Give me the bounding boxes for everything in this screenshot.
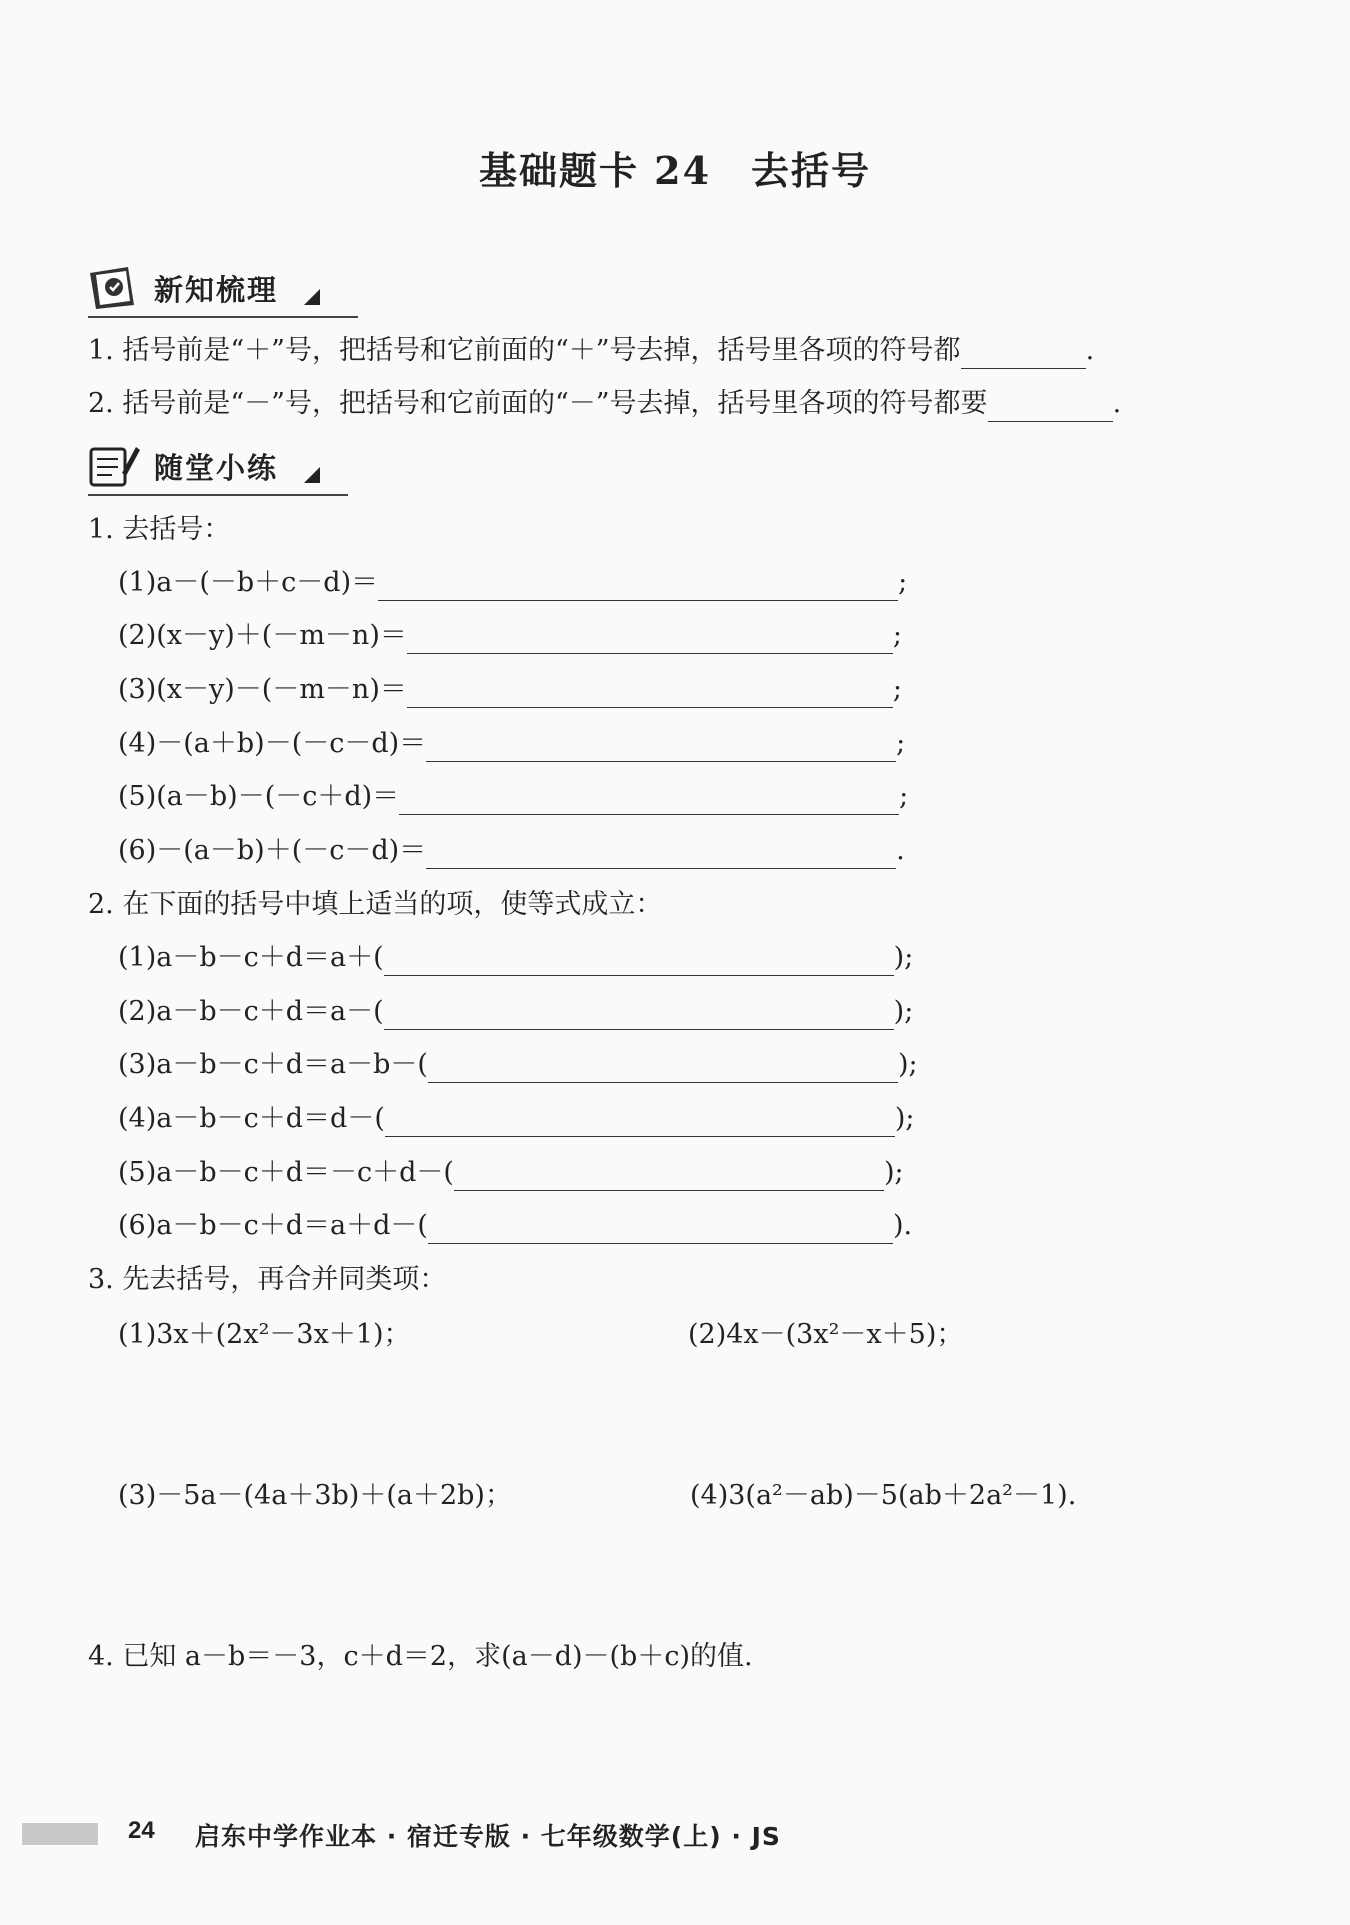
question-3-item: (4)3(a²－ab)－5(ab＋2a²－1). [690,1480,1077,1511]
question-2-item: (5)a－b－c＋d＝－c＋d－( ); [118,1155,904,1191]
page-title: 基础题卡 24 去括号 [478,148,872,193]
answer-blank[interactable] [961,338,1086,369]
page-footer [0,1813,1350,1857]
question-1-item: (4)－(a＋b)－(－c－d)＝ ; [118,726,905,762]
question-2-item: (2)a－b－c＋d＝a－( ); [118,994,913,1030]
question-1-item: (2)(x－y)＋(－m－n)＝ ; [118,618,902,654]
question-3-item: (2)4x－(3x²－x＋5)； [688,1319,964,1350]
answer-blank[interactable] [385,1106,895,1137]
page-number: 24 [128,1817,155,1844]
footer-bar [22,1823,98,1845]
question-3-prompt: 3. 先去括号，再合并同类项： [88,1264,447,1295]
question-2-item: (6)a－b－c＋d＝a＋d－( ). [118,1208,912,1244]
section-heading: 随堂小练 [154,450,279,485]
concept-item-2: 2. 括号前是“－”号，把括号和它前面的“－”号去掉，括号里各项的符号都要 . [88,386,1121,422]
concept-item-1: 1. 括号前是“＋”号，把括号和它前面的“＋”号去掉，括号里各项的符号都 . [88,333,1094,369]
answer-blank[interactable] [454,1160,884,1191]
corner-triangle-icon [304,467,320,483]
book-icon [88,265,140,311]
notebook-pen-icon [88,443,140,489]
answer-blank[interactable] [399,784,899,815]
answer-blank[interactable] [426,731,896,762]
question-2-prompt: 2. 在下面的括号中填上适当的项，使等式成立： [88,889,663,920]
question-3-item: (3)－5a－(4a＋3b)＋(a＋2b)； [118,1480,512,1511]
answer-blank[interactable] [988,391,1113,422]
question-1-item: (3)(x－y)－(－m－n)＝ ; [118,672,902,708]
question-1-prompt: 1. 去括号： [88,514,231,545]
answer-blank[interactable] [428,1052,898,1083]
answer-blank[interactable] [407,677,893,708]
question-2-item: (1)a－b－c＋d＝a＋( ); [118,940,913,976]
question-1-item: (5)(a－b)－(－c＋d)＝ ; [118,779,908,815]
section-header-new-knowledge [88,262,348,314]
answer-blank[interactable] [384,999,894,1030]
answer-blank[interactable] [428,1213,893,1244]
section-underline [88,316,358,318]
answer-blank[interactable] [378,570,898,601]
question-1-item: (1)a－(－b＋c－d)＝ ; [118,565,907,601]
book-title: 启东中学作业本 · 宿迁专版 · 七年级数学(上) · JS [195,1822,781,1851]
corner-triangle-icon [304,289,320,305]
section-header-practice [88,440,338,492]
answer-blank[interactable] [426,838,896,869]
section-heading: 新知梳理 [154,272,279,307]
question-3-item: (1)3x＋(2x²－3x＋1)； [118,1319,411,1350]
question-2-item: (3)a－b－c＋d＝a－b－( ); [118,1047,918,1083]
section-underline [88,494,348,496]
answer-blank[interactable] [407,623,893,654]
question-2-item: (4)a－b－c＋d＝d－( ); [118,1101,915,1137]
question-1-item: (6)－(a－b)＋(－c－d)＝ . [118,833,905,869]
question-4-prompt: 4. 已知 a－b＝－3，c＋d＝2，求(a－d)－(b＋c)的值. [88,1641,753,1672]
answer-blank[interactable] [384,945,894,976]
